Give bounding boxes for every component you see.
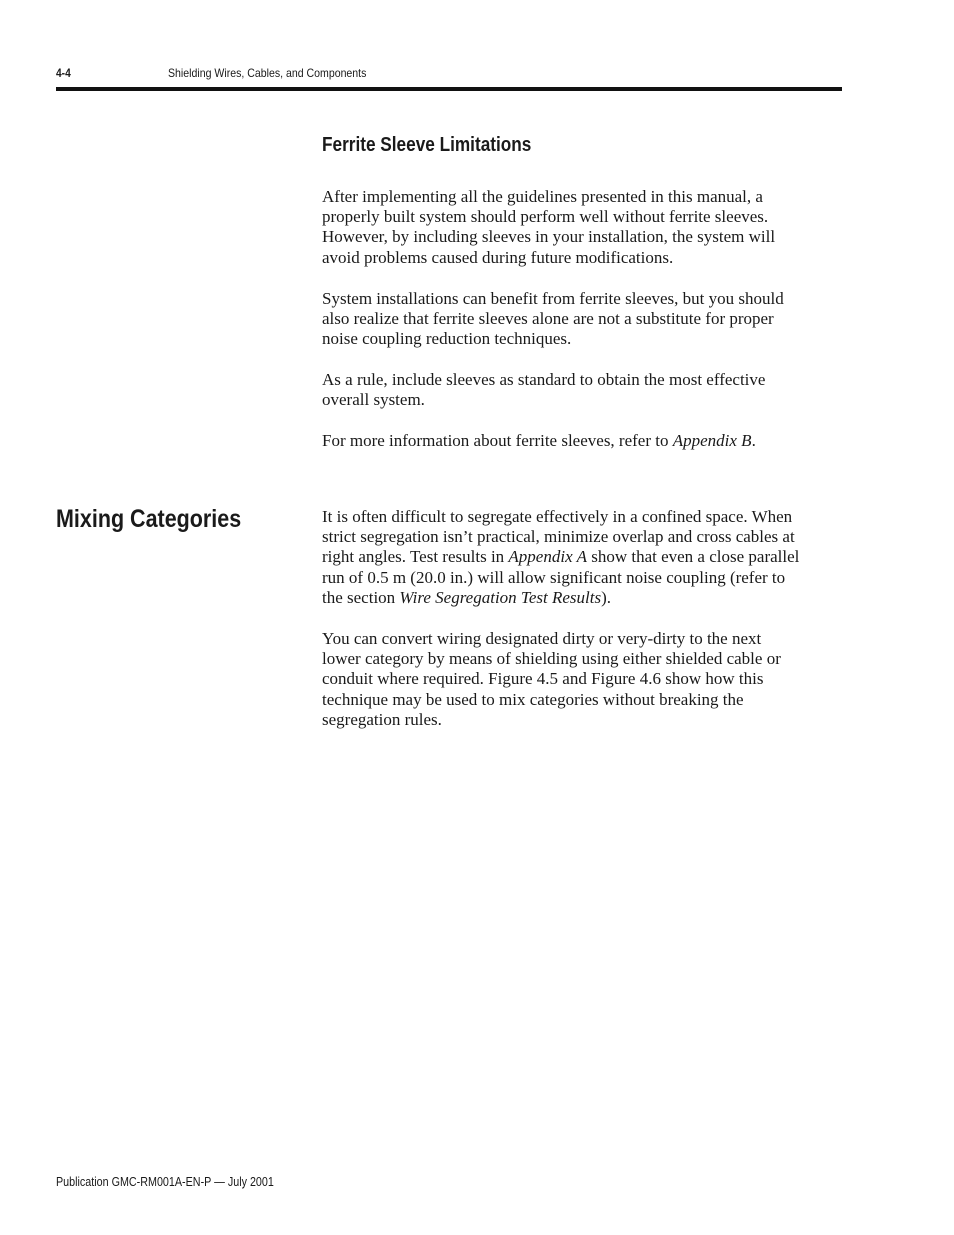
text-line: run of 0.5 m (20.0 in.) will allow significant noise coupling (refer to — [322, 567, 786, 587]
mixing-paragraph-2 — [322, 629, 842, 730]
mixing-categories-heading: Mixing Categories — [56, 505, 242, 533]
text-line: lower category by means of shielding using either shielded cable or — [322, 649, 781, 669]
text-line: overall system. — [322, 390, 425, 410]
text-run: show that even a close parallel — [586, 547, 800, 567]
appendix-a-reference: Appendix A — [508, 547, 587, 567]
text-run: . — [751, 431, 756, 450]
text-line — [322, 588, 842, 608]
text-line: After implementing all the guidelines presented in this manual, a — [322, 187, 763, 206]
ferrite-paragraph-2 — [322, 289, 842, 350]
text-line: It is often difficult to segregate effectively in a confined space. When — [322, 507, 793, 526]
text-line — [322, 431, 842, 451]
text-line — [322, 547, 842, 567]
text-line: strict segregation isn’t practical, minimize overlap and cross cables at — [322, 527, 795, 547]
text-line: System installations can benefit from ferrite sleeves, but you should — [322, 289, 784, 308]
text-line: avoid problems caused during future modifications. — [322, 247, 674, 267]
page-header — [56, 66, 842, 92]
text-line: However, by including sleeves in your installation, the system will — [322, 227, 776, 247]
text-line: properly built system should perform well without ferrite sleeves. — [322, 207, 769, 227]
text-line: segregation rules. — [322, 709, 442, 729]
text-run: ). — [601, 587, 611, 607]
text-line: also realize that ferrite sleeves alone are not a substitute for proper — [322, 309, 774, 329]
mixing-paragraph-1 — [322, 507, 842, 608]
text-line: noise coupling reduction techniques. — [322, 329, 572, 349]
section-reference: Wire Segregation Test Results — [399, 587, 602, 607]
ferrite-heading: Ferrite Sleeve Limitations — [322, 134, 532, 156]
text-run: the section — [322, 587, 400, 607]
ferrite-paragraph-4 — [322, 431, 842, 451]
publication-footer: Publication GMC-RM001A-EN-P — July 2001 — [56, 1175, 274, 1189]
text-run: For more information about ferrite sleeves, refer to — [322, 431, 673, 450]
appendix-b-reference: Appendix B — [672, 431, 752, 450]
text-line: As a rule, include sleeves as standard to obtain the most effective — [322, 370, 766, 389]
ferrite-paragraph-3 — [322, 370, 842, 410]
header-rule — [56, 87, 842, 91]
text-run: right angles. Test results in — [322, 547, 509, 567]
running-title: Shielding Wires, Cables, and Components — [168, 66, 367, 80]
text-line: technique may be used to mix categories without breaking the — [322, 689, 744, 709]
text-line: conduit where required. Figure 4.5 and Figure 4.6 show how this — [322, 669, 764, 689]
page-number: 4-4 — [56, 66, 71, 80]
text-line: You can convert wiring designated dirty or very-dirty to the next — [322, 629, 762, 648]
ferrite-paragraph-1 — [322, 187, 842, 268]
